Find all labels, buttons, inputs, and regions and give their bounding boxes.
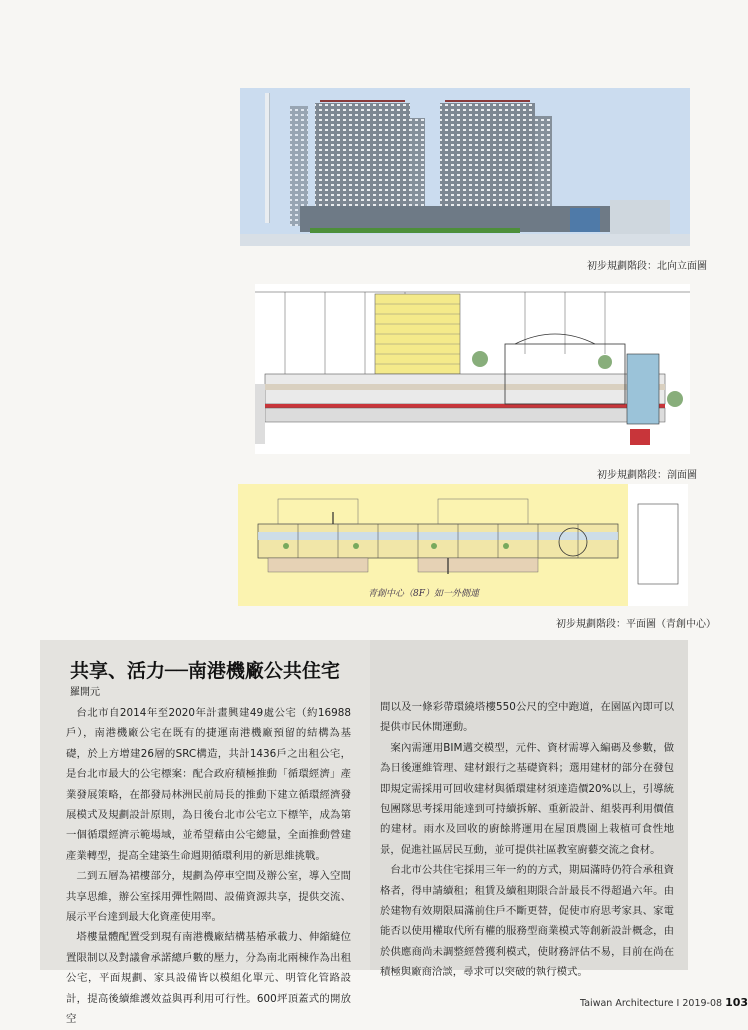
north-elevation-drawing: [240, 88, 690, 246]
article-paragraph: 間以及一條彩帶環繞塔樓550公尺的空中跑道，在園區內即可以提供市民休閒運動。: [380, 701, 674, 734]
figure-caption-plan: 初步規劃階段：平面圖（青創中心）: [556, 619, 716, 630]
footer-separator: I: [676, 998, 680, 1009]
north-elevation-figure: [240, 88, 690, 246]
article-paragraph: 塔樓量體配置受到現有南港機廠結構基樁承載力、伸縮縫位置限制以及對議會承諾總戶數的壓力，分為南北兩棟作為出租公宅，平面規劃、家具設備皆以模組化單元、明管化管路設計，提高後續維護效益與再利用可行性。600坪頂蓋式的開放空: [66, 931, 351, 1026]
article-column-right: [380, 697, 674, 983]
article-paragraph: 二到五層為裙樓部分，規劃為停車空間及辦公室，導入空間共享思維，辦公室採用彈性隔間、設備資源共享，提供交流、展示平台達到最大化資產使用率。: [66, 870, 351, 924]
figure-caption-section: 初步規劃階段：剖面圖: [597, 470, 697, 481]
plan-figure: [238, 484, 688, 606]
section-figure: [255, 284, 690, 454]
article-paragraph: 台北市公共住宅採用三年一約的方式，期屆滿時仍符合承租資格者，得申請續租；租賃及續租期限合計最長不得超過六年。由於建物有效期限屆滿前住戶不斷更替，促使市府思考家具、家電能否以使用權取代所有權的服務型商業模式等創新設計概念，由於供應商尚未調整經營獲利模式，使財務評估不易，目前在尚在積極與廠商洽談，尋求可以突破的執行模式。: [380, 864, 674, 979]
page-footer: [580, 996, 748, 1009]
footer-issue: 2019-08: [682, 998, 723, 1009]
article-column-left: [66, 703, 351, 1030]
figure-caption-elevation: 初步規劃階段：北向立面圖: [587, 261, 707, 272]
article-title: 共享、活力──南港機廠公共住宅: [70, 660, 340, 682]
page-number: 103: [725, 996, 748, 1009]
footer-magazine: Taiwan Architecture: [580, 998, 674, 1009]
plan-handwritten-note: 青創中心（8F）如一外側連: [368, 589, 479, 599]
section-drawing: [255, 284, 690, 454]
article-author: 羅開元: [70, 687, 100, 698]
article-paragraph: 案內需運用BIM邁交模型，元件、資材需導入編碼及參數，做為日後運維管理、建材銀行之基礎資料；選用建材的部分在發包即規定需採用可回收建材與循環建材須達造價20%以上，引導統包團隊思考採用能達到可持續拆解、重新設計、組裝再利用價值的建材。雨水及回收的廚餘將運用在屋頂農園上栽植可食性地景，促進社區居民互動，並可提供社區教室廚藝交流之食材。: [380, 741, 674, 856]
article-paragraph: 台北市自2014年至2020年計畫興建49處公宅（約16988戶），南港機廠公宅在既有的捷運南港機廠預留的結構為基礎，於上方增建26層的SRC構造，共計1436戶之出租公宅，是台北市最大的公宅標案：配合政府積極推動「循環經濟」產業發展策略，在都發局林洲民前局長的推動下建立循環經濟發展模式及規劃設計原則，為日後台北市公宅立下標竿，成為第一個循環經濟示範場域，並希望藉由公宅總量，全面推動營建產業轉型，提高全建築生命週期循環利用的新思維挑戰。: [66, 707, 351, 862]
